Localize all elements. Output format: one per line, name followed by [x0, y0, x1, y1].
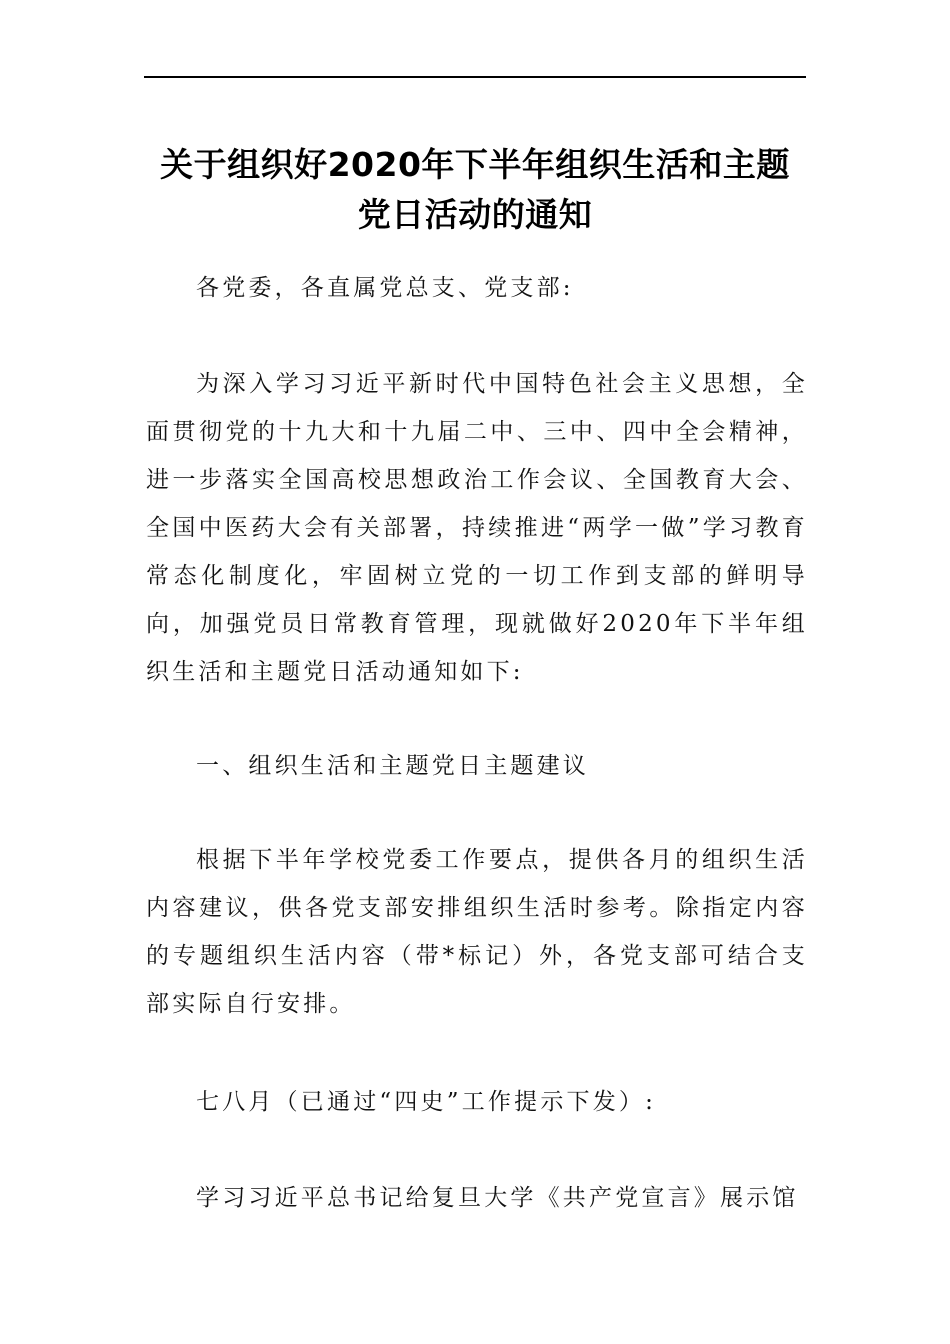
section-heading-1: 一、组织生活和主题党日主题建议 — [196, 753, 589, 779]
intro-paragraph: 为深入学习习近平新时代中国特色社会主义思想，全面贯彻党的十九大和十九届二中、三中、四中全会精神，进一步落实全国高校思想政治工作会议、全国教育大会、全国中医药大会有关部署，持续推进“两学一做”学习教育常态化制度化，牢固树立党的一切工作到支部的鲜明导向，加强党员日常教育管理，现就做好2020年下半年组织生活和主题党日活动通知如下: — [146, 371, 808, 685]
header-rule — [144, 76, 806, 78]
study-item-paragraph: 学习习近平总书记给复旦大学《共产党宣言》展示馆 — [196, 1185, 799, 1211]
document-title-line-2: 党日活动的通知 — [357, 195, 593, 235]
document-title — [120, 140, 830, 240]
july-august-heading: 七八月（已通过“四史”工作提示下发）: — [196, 1089, 657, 1115]
salutation: 各党委，各直属党总支、党支部: — [196, 275, 574, 301]
document-title-line-1: 关于组织好2020年下半年组织生活和主题 — [160, 145, 790, 185]
section-1-paragraph: 根据下半年学校党委工作要点，提供各月的组织生活内容建议，供各党支部安排组织生活时参考。除指定内容的专题组织生活内容（带*标记）外，各党支部可结合支部实际自行安排。 — [146, 847, 808, 1017]
